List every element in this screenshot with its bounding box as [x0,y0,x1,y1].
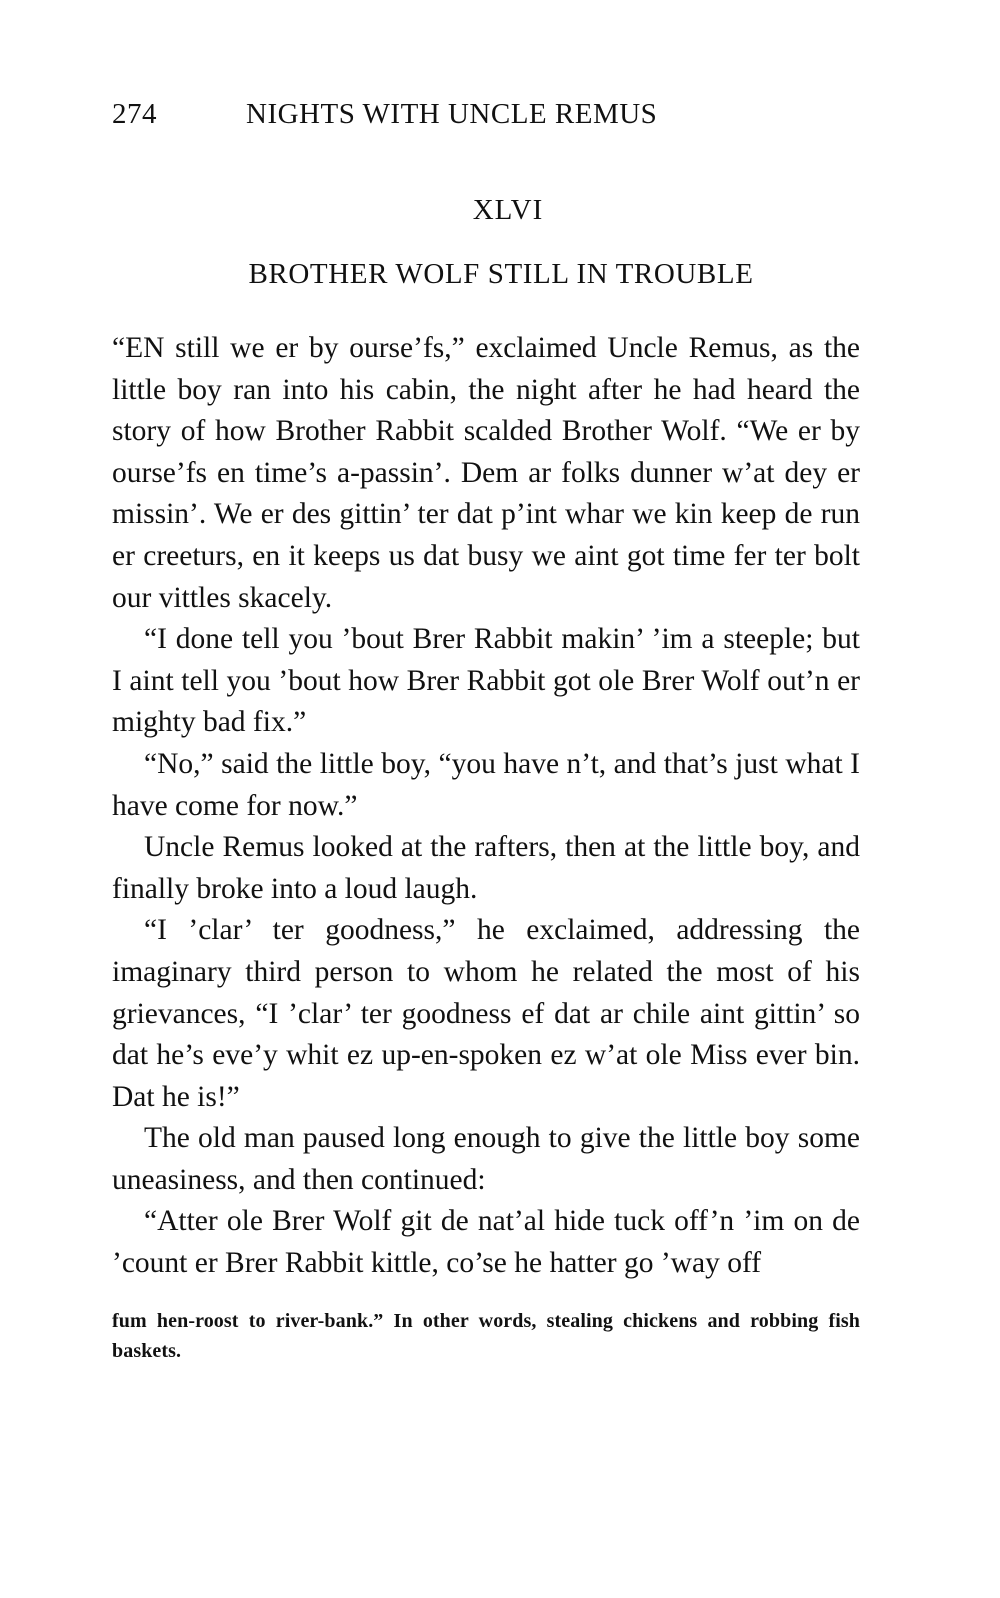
paragraph-6: The old man paused long enough to give the little boy some uneasiness, and then continued: [112,1122,860,1196]
paragraph-1-open: “E [112,332,144,364]
paragraph-2: “I done tell you ’bout Brer Rabbit makin’ ’im a steeple; but I aint tell you ’bout how Brer Rabbit got ole Brer Wolf out’n er mighty bad fix.” [112,623,860,739]
chapter-number: XLVI [472,194,544,226]
paragraph-1-smallcap: N [143,332,165,364]
running-head [112,98,872,142]
paragraph-7: “Atter ole Brer Wolf git de nat’al hide tuck off’n ’im on de ’count er Brer Rabbit kittle, co’se he hatter go ’way off [112,1205,860,1280]
footnote: fum hen-roost to river-bank.” In other words, stealing chickens and robbing fish baskets. [112,1310,860,1362]
paragraph-5: “I ’clar’ ter goodness,” he exclaimed, addressing the imaginary third person to whom he related the most of his grievances, “I ’clar’ ter goodness ef dat ar chile aint gittin’ so dat he’s eve’y whit ez up-en-spoken ez w’at ole Miss ever bin. Dat he is!” [112,914,860,1113]
paragraph-3: “No,” said the little boy, “you have n’t, and that’s just what I have come for now.” [112,747,860,822]
paragraph-1 [112,328,860,619]
paragraph-1-rest: still we er by ourse’fs,” exclaimed Uncle Remus, as the little boy ran into his cabin, the night after he had heard the story of how Brother Rabbit scalded Brother Wolf. “We er by ourse’fs en time’s a-passin’. Dem ar folks dunner w’at dey er missin’. We er des gittin’ ter dat p’int whar we kin keep de run er creeturs, en it keeps us dat busy we aint got time fer ter bolt our vittles skacely. [112,332,860,614]
running-title: NIGHTS WITH UNCLE REMUS [246,98,658,130]
page-number: 274 [112,98,157,130]
chapter-title: BROTHER WOLF STILL IN TROUBLE [248,258,754,290]
paragraph-4: Uncle Remus looked at the rafters, then at the little boy, and finally broke into a loud laugh. [112,831,860,905]
body-text [112,328,860,1285]
